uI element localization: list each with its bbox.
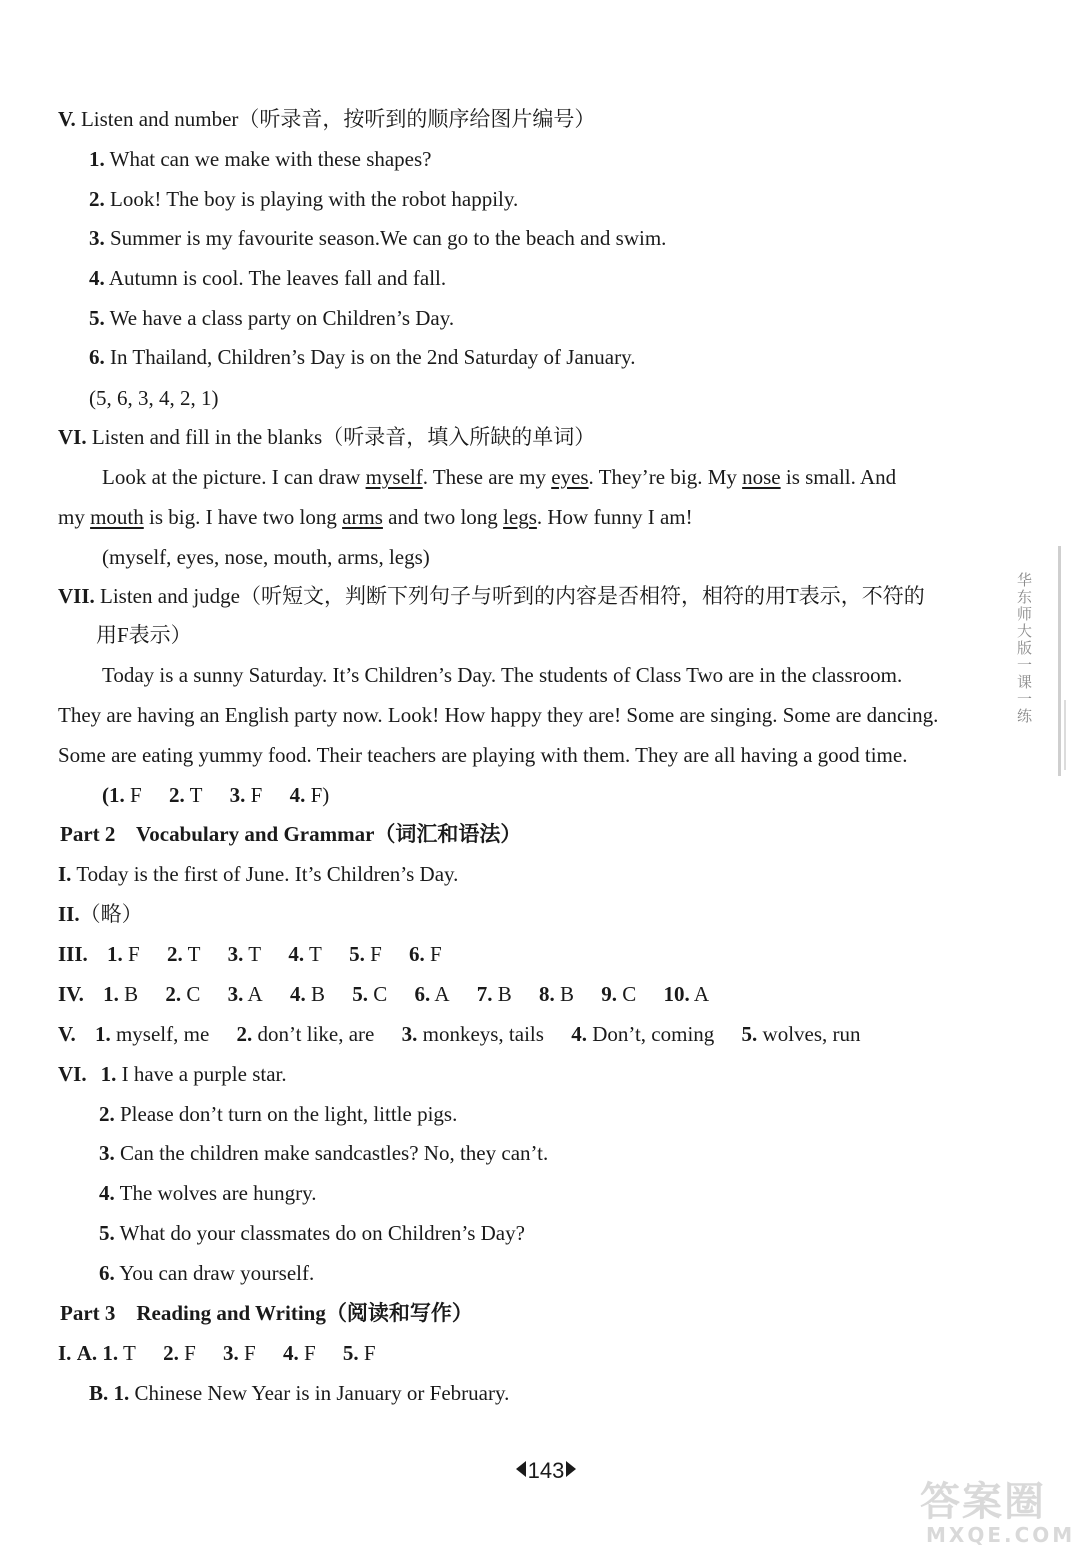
answer-line: V. 1. myself, me 2. don’t like, are 3. monkeys, tails 4. Don’t, coming 5. wolves, run xyxy=(58,1022,861,1046)
item-number: 5. xyxy=(89,306,105,330)
right-arrow-icon xyxy=(566,1461,576,1477)
answer-line: I. Today is the first of June. It’s Children’s Day. xyxy=(58,862,459,886)
item-text: Look! The boy is playing with the robot happily. xyxy=(110,187,519,211)
sidebar-rule-secondary xyxy=(1064,700,1066,770)
item-number: 4. xyxy=(89,266,105,290)
answer-line: (5, 6, 3, 4, 2, 1) xyxy=(89,386,219,410)
answer-line: (myself, eyes, nose, mouth, arms, legs) xyxy=(102,545,430,569)
blank-answer: mouth xyxy=(90,505,144,529)
section-number: VI. xyxy=(58,425,87,449)
section-title: Listen and judge（听短文，判断下列句子与听到的内容是否相符，相符的用T表示，不符的 xyxy=(100,584,925,608)
section-number: V. xyxy=(58,107,76,131)
answer-line: B. 1. Chinese New Year is in January or February. xyxy=(89,1381,510,1405)
list-item xyxy=(89,146,432,172)
item-number: 6. xyxy=(89,345,105,369)
page-number: 143 xyxy=(0,1458,1092,1484)
list-item xyxy=(89,265,446,291)
item-text: Autumn is cool. The leaves fall and fall. xyxy=(108,266,447,290)
item-text: We have a class party on Children’s Day. xyxy=(109,306,455,330)
passage-line: Look at the picture. I can draw myself. These are my eyes. They’re big. My nose is small. And xyxy=(102,465,897,489)
passage-line: They are having an English party now. Look! How happy they are! Some are singing. Some are dancing. xyxy=(58,703,939,727)
answer-line: (1. F 2. T 3. F 4. F) xyxy=(102,783,330,807)
passage-line: Today is a sunny Saturday. It’s Children’s Day. The students of Class Two are in the classroom. xyxy=(102,663,903,687)
answer-line: II.（略） xyxy=(58,902,143,926)
part3-heading: Part 3 Reading and Writing（阅读和写作） xyxy=(60,1301,473,1325)
answer-line: IV. 1. B 2. C 3. A 4. B 5. C 6. A 7. B 8. B 9. C 10. A xyxy=(58,982,710,1006)
section-title: Listen and number（听录音，按听到的顺序给图片编号） xyxy=(80,107,596,131)
list-item: 6. You can draw yourself. xyxy=(99,1261,315,1285)
answer-line: I. A. 1. T 2. F 3. F 4. F 5. F xyxy=(58,1341,376,1365)
watermark-logo: 答案圈 xyxy=(920,1479,1046,1525)
list-item: 5. What do your classmates do on Children’s Day? xyxy=(99,1221,525,1245)
item-text: What can we make with these shapes? xyxy=(109,147,432,171)
section-title-cont: 用F表示） xyxy=(96,623,192,647)
section-title: Listen and fill in the blanks（听录音，填入所缺的单词） xyxy=(91,425,596,449)
item-number: 1. xyxy=(89,147,105,171)
sidebar-book-title: 华东师大版一课一练 xyxy=(1015,572,1033,725)
list-item xyxy=(89,305,454,331)
item-number: 2. xyxy=(89,187,105,211)
watermark-url: MXQE.COM xyxy=(926,1523,1076,1547)
blank-answer: eyes xyxy=(551,465,589,489)
list-item xyxy=(89,225,666,251)
section-vi-heading xyxy=(58,424,595,450)
list-item: 3. Can the children make sandcastles? No, they can’t. xyxy=(99,1141,549,1165)
watermark xyxy=(920,1470,1075,1547)
sidebar-rule xyxy=(1058,546,1061,776)
list-item: 2. Please don’t turn on the light, little pigs. xyxy=(99,1102,458,1126)
section-vii-heading xyxy=(58,583,925,609)
item-text: Summer is my favourite season.We can go to the beach and swim. xyxy=(110,226,667,250)
list-item xyxy=(89,186,518,212)
blank-answer: legs xyxy=(503,505,537,529)
answer-line: III. 1. F 2. T 3. T 4. T 5. F 6. F xyxy=(58,942,442,966)
blank-answer: arms xyxy=(342,505,383,529)
section-number: VII. xyxy=(58,584,95,608)
left-arrow-icon xyxy=(516,1461,526,1477)
answer-line: VI. 1. I have a purple star. xyxy=(58,1062,287,1086)
list-item xyxy=(89,344,635,370)
passage-line: my mouth is big. I have two long arms and two long legs. How funny I am! xyxy=(58,505,693,529)
passage-line: Some are eating yummy food. Their teachers are playing with them. They are all having a good time. xyxy=(58,743,908,767)
blank-answer: nose xyxy=(742,465,781,489)
item-text: In Thailand, Children’s Day is on the 2nd Saturday of January. xyxy=(110,345,636,369)
item-number: 3. xyxy=(89,226,105,250)
blank-answer: myself xyxy=(365,465,423,489)
part2-heading: Part 2 Vocabulary and Grammar（词汇和语法） xyxy=(60,822,522,846)
list-item: 4. The wolves are hungry. xyxy=(99,1181,317,1205)
section-v-heading xyxy=(58,106,595,132)
